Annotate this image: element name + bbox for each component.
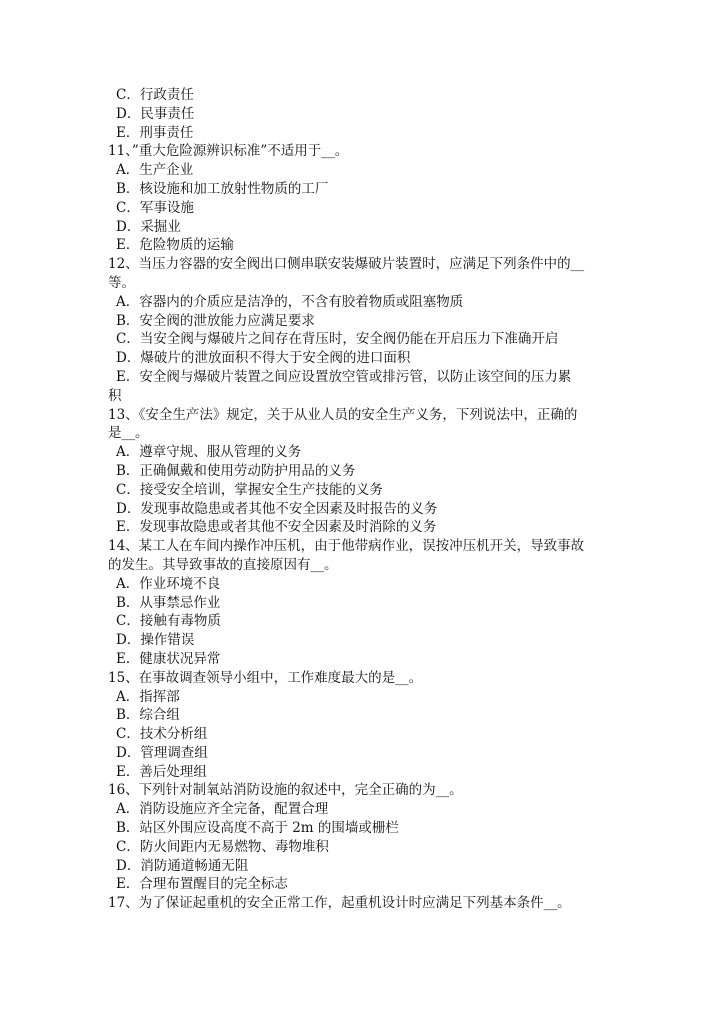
option-line: E．刑事责任: [116, 124, 194, 141]
option-line: D．操作错误: [116, 632, 195, 649]
question-line: 15、在事故调查领导小组中，工作难度最大的是__。: [108, 669, 423, 686]
option-line: C．军事设施: [116, 199, 194, 216]
question-line: 12、当压力容器的安全阀出口侧串联安装爆破片装置时，应满足下列条件中的__: [108, 256, 585, 273]
option-line: E．善后处理组: [116, 763, 207, 780]
option-line: D．采掘业: [116, 218, 181, 235]
continuation-line: 等。: [108, 274, 135, 291]
option-line: D．爆破片的泄放面积不得大于安全阀的进口面积: [116, 350, 411, 367]
option-line: C．接触有毒物质: [116, 613, 221, 630]
option-line: C．接受安全培训，掌握安全生产技能的义务: [116, 481, 383, 498]
option-line: E．健康状况异常: [116, 650, 221, 667]
option-line: C．当安全阀与爆破片之间存在背压时，安全阀仍能在开启压力下准确开启: [116, 331, 559, 348]
option-line: C．行政责任: [116, 87, 194, 103]
option-line: A．指挥部: [116, 688, 180, 705]
option-line: A．消防设施应齐全完备，配置合理: [116, 801, 329, 818]
option-line: B．安全阀的泄放能力应满足要求: [116, 312, 315, 329]
option-line: D．消防通道畅通无阻: [116, 857, 249, 874]
question-line: 14、某工人在车间内操作冲压机，由于他带病作业，误按冲压机开关，导致事故: [108, 538, 585, 555]
option-line: A．遵章守规、服从管理的义务: [116, 444, 302, 461]
question-line: 16、下列针对制氧站消防设施的叙述中，完全正确的为__。: [108, 782, 463, 799]
question-line: 17、为了保证起重机的安全正常工作，起重机设计时应满足下列基本条件__。: [108, 895, 571, 912]
document-body: [108, 86, 614, 913]
question-line: 11、”重大危险源辨识标准”不适用于__。: [108, 143, 349, 160]
continuation-line: 是__。: [108, 425, 149, 442]
option-line: B．核设施和加工放射性物质的工厂: [116, 180, 329, 197]
option-line: C．防火间距内无易燃物、毒物堆积: [116, 838, 329, 855]
option-line: A．生产企业: [116, 162, 194, 179]
question-line: 13、《安全生产法》规定，关于从业人员的安全生产义务，下列说法中，正确的: [108, 406, 578, 423]
option-line: E．危险物质的运输: [116, 237, 234, 254]
continuation-line: 的发生。其导致事故的直接原因有__。: [108, 556, 338, 573]
option-line: E．合理布置醒目的完全标志: [116, 876, 288, 893]
option-line: A．作业环境不良: [116, 575, 221, 592]
option-line: A．容器内的介质应是洁净的，不含有胶着物质或阻塞物质: [116, 293, 464, 310]
option-line: B．站区外围应设高度不高于 2m 的围墙或栅栏: [116, 820, 399, 837]
option-line: C．技术分析组: [116, 726, 208, 743]
option-line: D．管理调查组: [116, 744, 208, 761]
option-line: E．发现事故隐患或者其他不安全因素及时消除的义务: [116, 519, 437, 536]
option-line: B．正确佩戴和使用劳动防护用品的义务: [116, 462, 356, 479]
continuation-line: 积: [108, 387, 122, 404]
option-line: D．发现事故隐患或者其他不安全因素及时报告的义务: [116, 500, 438, 517]
option-line: B．综合组: [116, 707, 180, 724]
option-line: D．民事责任: [116, 105, 195, 122]
option-line: E．安全阀与爆破片装置之间应设置放空管或排污管，以防止该空间的压力累: [116, 368, 572, 385]
option-line: B．从事禁忌作业: [116, 594, 221, 611]
